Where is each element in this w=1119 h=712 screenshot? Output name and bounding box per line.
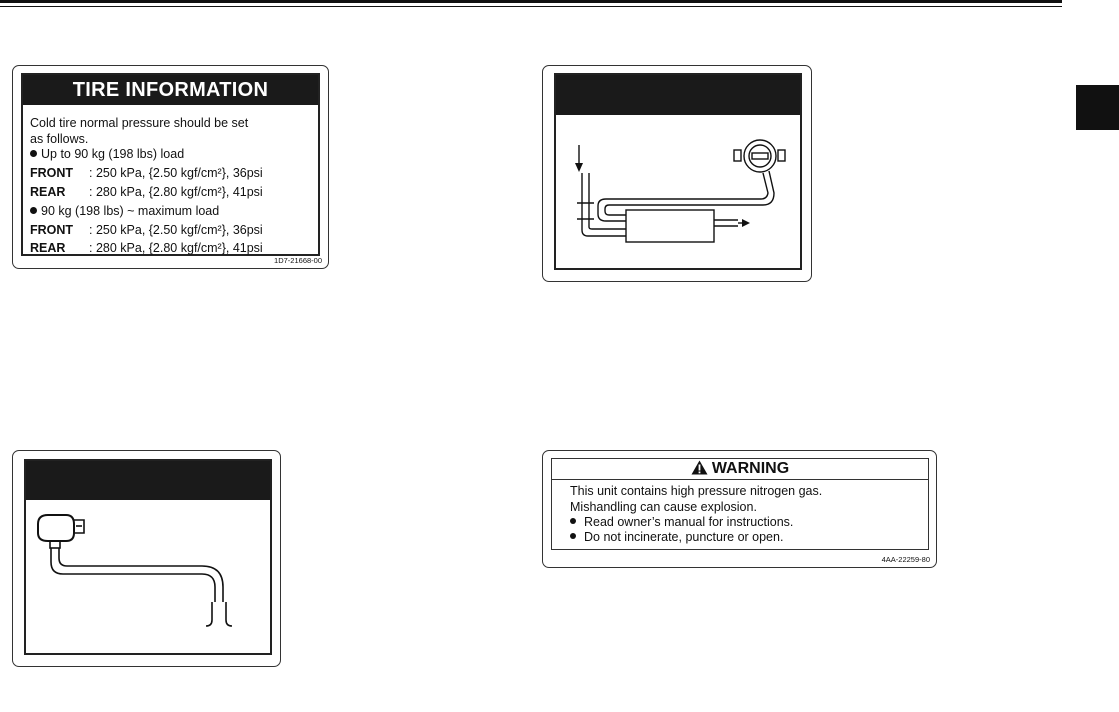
- tire-information-label: [12, 65, 329, 269]
- tire-front-key: FRONT: [30, 223, 74, 237]
- chapter-tab: [1076, 85, 1119, 130]
- canister-label-frame: [554, 73, 802, 270]
- canister-label-header: [556, 75, 800, 115]
- warning-title-row: [552, 459, 928, 480]
- header-rule-thin: [0, 6, 1062, 7]
- bullet-icon: [30, 150, 37, 157]
- tire-front-key: FRONT: [30, 166, 74, 180]
- warning-title: WARNING: [711, 460, 790, 477]
- warning-bullet2: Do not incinerate, puncture or open.: [584, 530, 784, 544]
- warning-part-code: 4AA-22259-80: [881, 555, 930, 564]
- bullet-icon: [570, 533, 576, 539]
- warning-line1: This unit contains high pressure nitrogen gas.: [570, 484, 823, 498]
- tire-front-value: : 250 kPa, {2.50 kgf/cm²}, 36psi: [89, 166, 263, 180]
- fuel-pipe-diagram-icon: [26, 500, 270, 654]
- warning-bullet1-row: [570, 515, 793, 529]
- tire-load1-row: [30, 147, 184, 161]
- tire-label-frame: [21, 73, 320, 256]
- tire-load2-front-row: [30, 223, 263, 237]
- tire-rear-key: REAR: [30, 185, 66, 199]
- bullet-icon: [30, 207, 37, 214]
- tire-front-value: : 250 kPa, {2.50 kgf/cm²}, 36psi: [89, 223, 263, 237]
- warning-bullet2-row: [570, 530, 783, 544]
- canister-hose-label: [542, 65, 812, 282]
- tire-rear-value: : 280 kPa, {2.80 kgf/cm²}, 41psi: [89, 241, 263, 255]
- tire-load1-front-row: [30, 166, 263, 180]
- nitrogen-warning-label: [542, 450, 937, 568]
- warning-triangle-icon: [691, 460, 708, 475]
- fuel-pipe-label: [12, 450, 281, 667]
- tire-label-title: TIRE INFORMATION: [23, 75, 318, 105]
- tire-intro-line2: as follows.: [30, 132, 89, 146]
- header-rule-thick: [0, 0, 1062, 3]
- warning-label-frame: [551, 458, 929, 550]
- warning-line2: Mishandling can cause explosion.: [570, 500, 757, 514]
- tire-load2-row: [30, 204, 219, 218]
- tire-load1-text: Up to 90 kg (198 lbs) load: [41, 147, 185, 161]
- tire-rear-value: : 280 kPa, {2.80 kgf/cm²}, 41psi: [89, 185, 263, 199]
- canister-hose-diagram-icon: [556, 115, 800, 268]
- tire-rear-key: REAR: [30, 241, 66, 255]
- pipe-label-header: [26, 461, 270, 500]
- pipe-label-frame: [24, 459, 272, 655]
- warning-bullet1: Read owner’s manual for instructions.: [584, 515, 794, 529]
- tire-intro-line1: Cold tire normal pressure should be set: [30, 116, 249, 130]
- bullet-icon: [570, 518, 576, 524]
- tire-part-code: 1D7-21668-00: [274, 256, 322, 265]
- tire-load1-rear-row: [30, 185, 263, 199]
- tire-load2-rear-row: [30, 241, 263, 255]
- tire-load2-text: 90 kg (198 lbs) ~ maximum load: [41, 204, 220, 218]
